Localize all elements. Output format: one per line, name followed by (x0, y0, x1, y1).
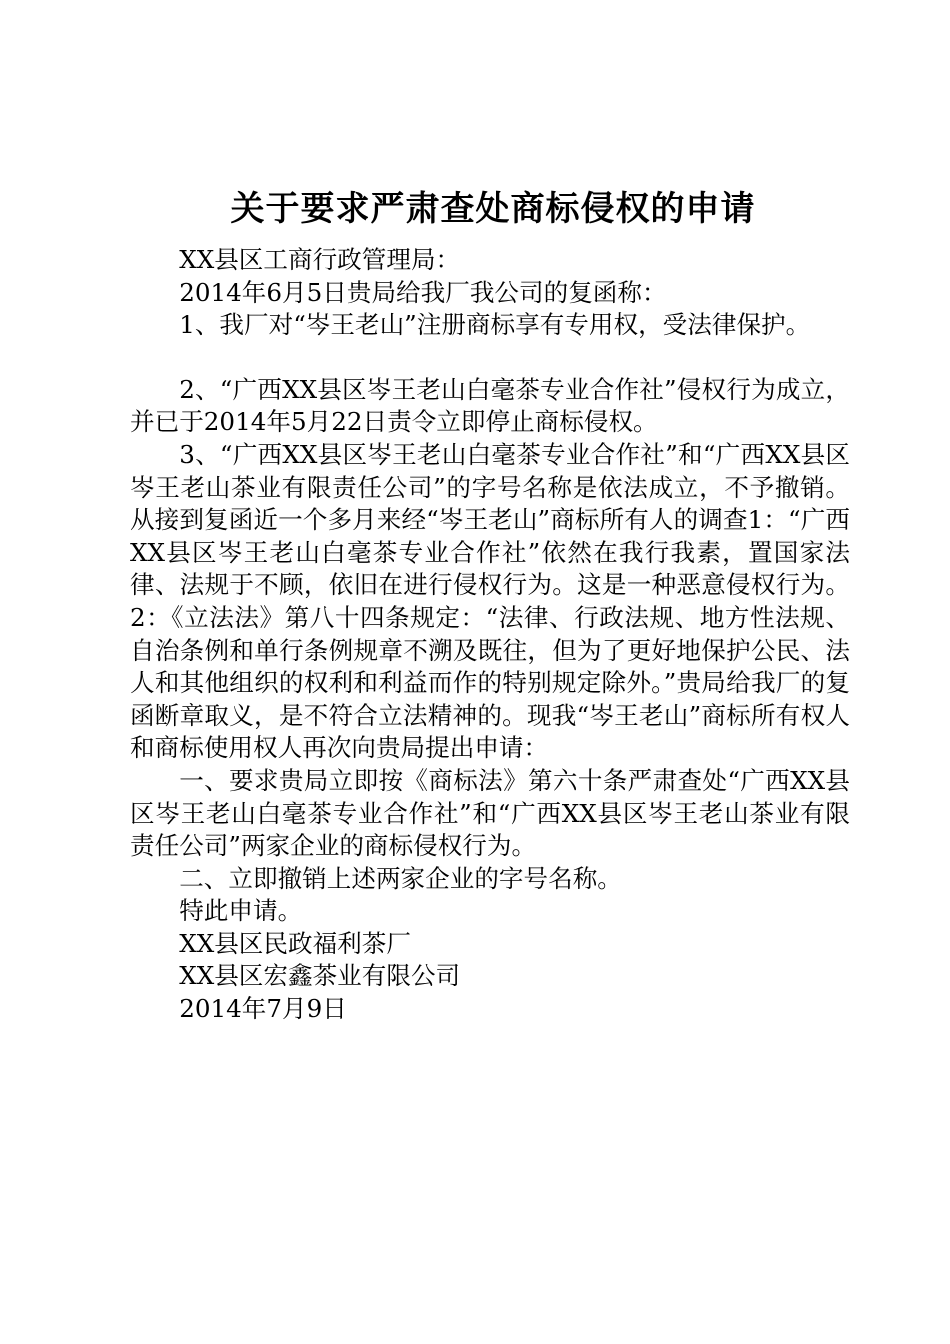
request-1-paragraph: 一、要求贵局立即按《商标法》第六十条严肃查处“广西XX县区岑王老山白毫茶专业合作社”和“广西XX县区岑王老山茶业有限责任公司”两家企业的商标侵权行为。 (130, 765, 850, 861)
document-date: 2014年7月9日 (179, 994, 347, 1024)
point-3-paragraph: 3、“广西XX县区岑王老山白毫茶专业合作社”和“广西XX县区岑王老山茶业有限责任公司”的字号名称是依法成立，不予撤销。从接到复函近一个多月来经“岑王老山”商标所有人的调查1：“广西XX县区岑王老山白毫茶专业合作社”依然在我行我素，置国家法律、法规于不顾，依旧在进行侵权行为。这是一种恶意侵权行为。2：《立法法》第八十四条规定：“法律、行政法规、地方性法规、自治条例和单行条例规章不溯及既往，但为了更好地保护公民、法人和其他组织的权利和利益而作的特别规定除外。”贵局给我厂的复函断章取义，是不符合立法精神的。现我“岑王老山”商标所有权人和商标使用权人再次向贵局提出申请： (130, 439, 850, 763)
blank-line (130, 342, 850, 374)
addressee: XX县区工商行政管理局： (179, 245, 461, 274)
document-page (130, 182, 850, 1026)
closing-line: 特此申请。 (179, 896, 303, 926)
point-2-paragraph: 2、“广西XX县区岑王老山白毫茶专业合作社”侵权行为成立，并已于2014年5月22日责令立即停止商标侵权。 (130, 374, 850, 437)
document-title: 关于要求严肃查处商标侵权的申请 (230, 189, 756, 229)
request-2-paragraph: 二、立即撤销上述两家企业的字号名称。 (179, 863, 622, 893)
signatory-2: XX县区宏鑫茶业有限公司 (179, 961, 461, 991)
signatory-1: XX县区民政福利茶厂 (179, 928, 411, 958)
point-1-paragraph: 1、我厂对“岑王老山”注册商标享有专用权，受法律保护。 (179, 310, 811, 340)
intro-paragraph: 2014年6月5日贵局给我厂我公司的复函称： (179, 277, 667, 307)
